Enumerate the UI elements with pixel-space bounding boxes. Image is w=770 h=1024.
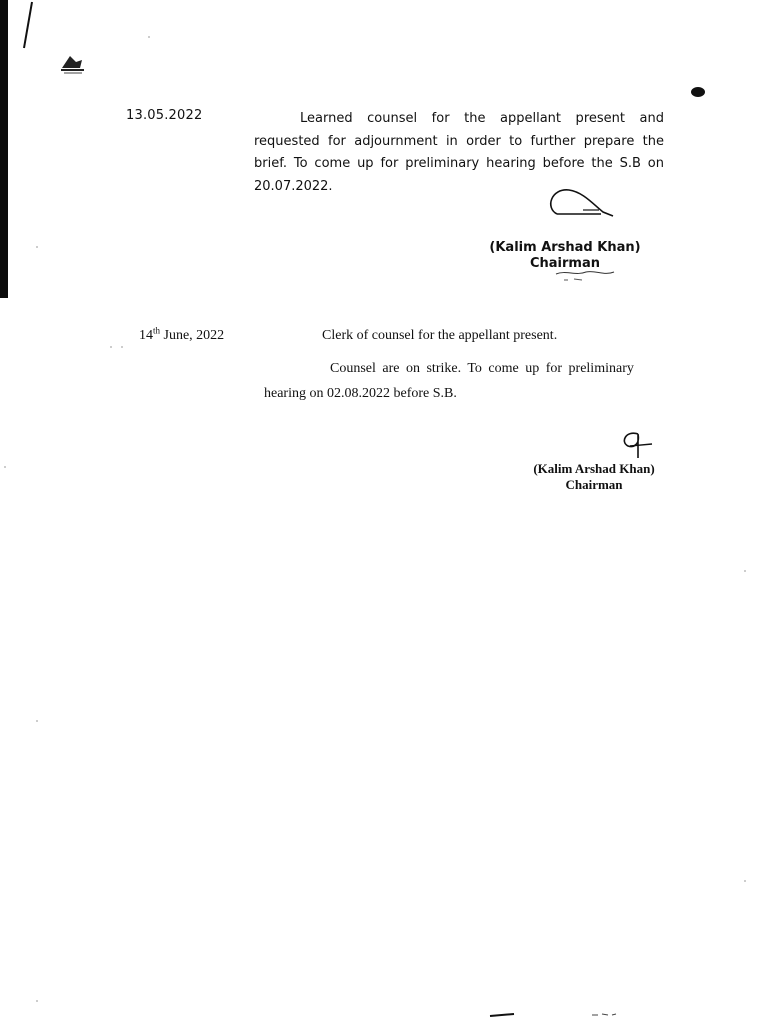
scan-speck bbox=[36, 1000, 38, 1002]
initials-scribble bbox=[554, 268, 616, 284]
signature-image bbox=[616, 428, 656, 462]
entry-line: Counsel are on strike. To come up for preliminary bbox=[330, 361, 634, 376]
signatory-name: (Kalim Arshad Khan) bbox=[533, 461, 655, 476]
signatory-title: Chairman bbox=[529, 256, 600, 271]
scan-speck bbox=[110, 346, 112, 348]
ink-blot bbox=[689, 85, 707, 99]
entry-line: hearing on 02.08.2022 before S.B. bbox=[264, 386, 457, 401]
signatory-name: (Kalim Arshad Khan) bbox=[489, 240, 641, 255]
scan-speck bbox=[4, 466, 6, 468]
scan-stroke-mark bbox=[10, 0, 50, 70]
scan-speck bbox=[744, 880, 746, 882]
entry-date bbox=[139, 325, 225, 344]
scan-speck bbox=[36, 246, 38, 248]
entry-body-text: Learned counsel for the appellant present and requested for adjournment in order to further prepare the brief. To come up for preliminary hearing before the S.B on 20.07.2022. bbox=[254, 111, 664, 194]
entry-line: Clerk of counsel for the appellant present. bbox=[322, 328, 558, 343]
signatory-title: Chairman bbox=[565, 477, 623, 492]
stamp-mark-icon bbox=[58, 50, 88, 78]
scan-bottom-marks bbox=[488, 1010, 618, 1020]
date-suffix: th bbox=[153, 325, 161, 336]
scan-speck bbox=[744, 570, 746, 572]
scan-speck bbox=[148, 36, 150, 38]
scan-speck bbox=[121, 346, 123, 348]
scan-speck bbox=[36, 720, 38, 722]
scan-edge-bar bbox=[0, 0, 8, 298]
date-rest: June, 2022 bbox=[160, 328, 225, 343]
entry-date: 13.05.2022 bbox=[126, 108, 203, 123]
date-day: 14 bbox=[139, 328, 153, 343]
signature-image bbox=[543, 184, 615, 222]
